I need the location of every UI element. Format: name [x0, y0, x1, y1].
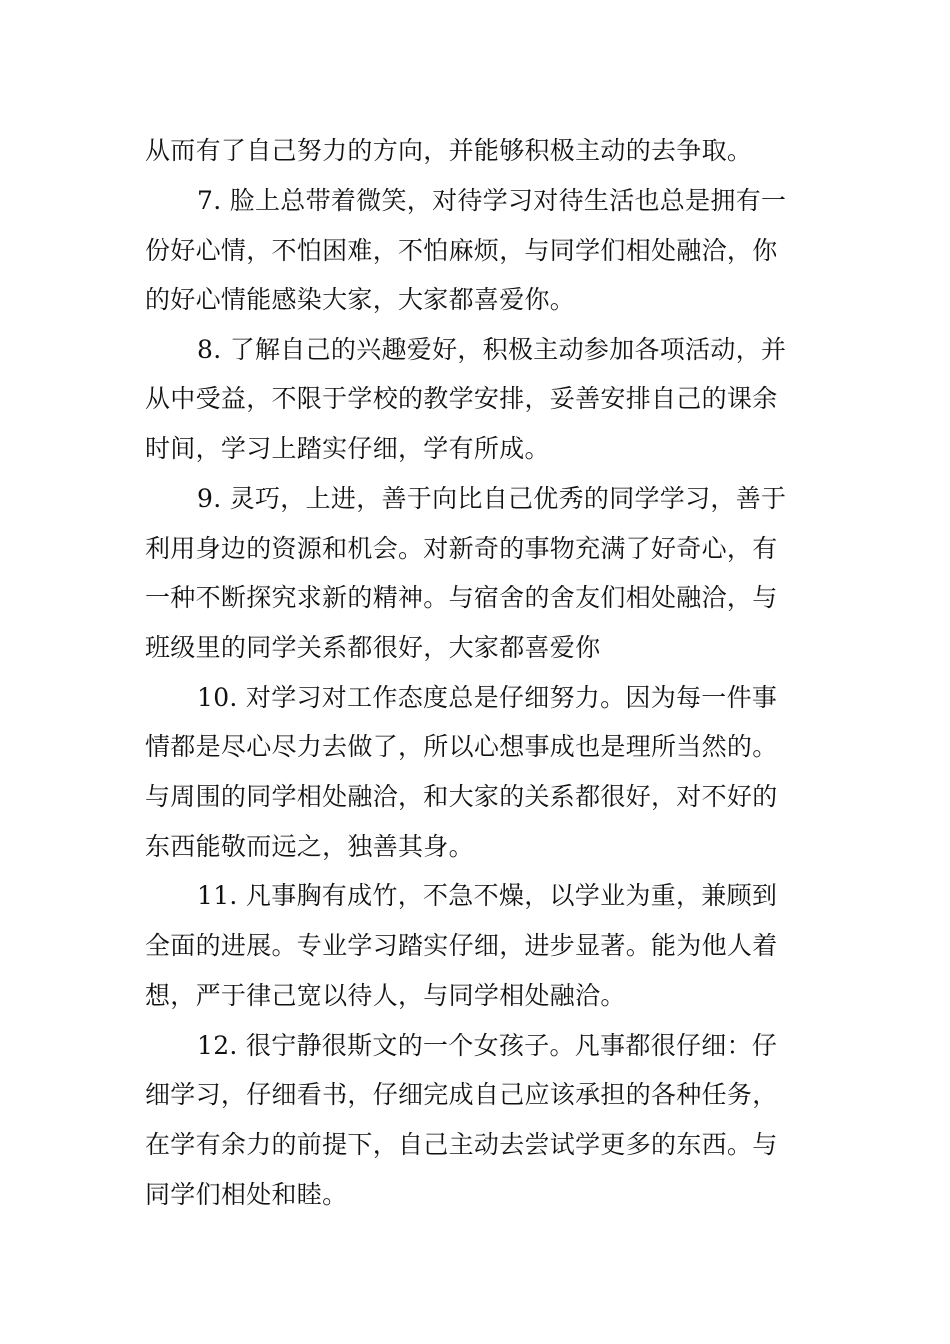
item-8-line: 8. 了解自己的兴趣爱好，积极主动参加各项活动，并: [197, 335, 787, 364]
text-line: 时间，学习上踏实仔细，学有所成。: [145, 434, 550, 463]
text-line: 细学习，仔细看书，仔细完成自己应该承担的各种任务，: [145, 1080, 778, 1109]
text-line: 份好心情，不怕困难，不怕麻烦，与同学们相处融洽，你: [145, 236, 778, 265]
text-line: 的好心情能感染大家，大家都喜爱你。: [145, 285, 576, 314]
text-line: 与周围的同学相处融洽，和大家的关系都很好，对不好的: [145, 782, 778, 811]
item-12-line: 12. 很宁静很斯文的一个女孩子。凡事都很仔细：仔: [197, 1031, 778, 1060]
text-line: 在学有余力的前提下，自己主动去尝试学更多的东西。与: [145, 1130, 778, 1159]
text-line: 东西能敬而远之，独善其身。: [145, 832, 474, 861]
item-10-line: 10. 对学习对工作态度总是仔细努力。因为每一件事: [197, 683, 778, 712]
text-line: 同学们相处和睦。: [145, 1180, 348, 1209]
text-line: 全面的进展。专业学习踏实仔细，进步显著。能为他人着: [145, 931, 778, 960]
text-line: 想，严于律己宽以待人，与同学相处融洽。: [145, 981, 626, 1010]
text-line: 从而有了自己努力的方向，并能够积极主动的去争取。: [145, 136, 753, 165]
item-11-line: 11. 凡事胸有成竹，不急不燥，以学业为重，兼顾到: [197, 881, 778, 910]
text-line: 班级里的同学关系都很好，大家都喜爱你: [145, 633, 601, 662]
item-7-line: 7. 脸上总带着微笑，对待学习对待生活也总是拥有一: [197, 186, 787, 215]
text-line: 情都是尽心尽力去做了，所以心想事成也是理所当然的。: [145, 732, 778, 761]
text-line: 利用身边的资源和机会。对新奇的事物充满了好奇心，有: [145, 534, 778, 563]
text-line: 一种不断探究求新的精神。与宿舍的舍友们相处融洽，与: [145, 583, 778, 612]
text-line: 从中受益，不限于学校的教学安排，妥善安排自己的课余: [145, 384, 778, 413]
item-9-line: 9. 灵巧，上进，善于向比自己优秀的同学学习，善于: [197, 484, 787, 513]
